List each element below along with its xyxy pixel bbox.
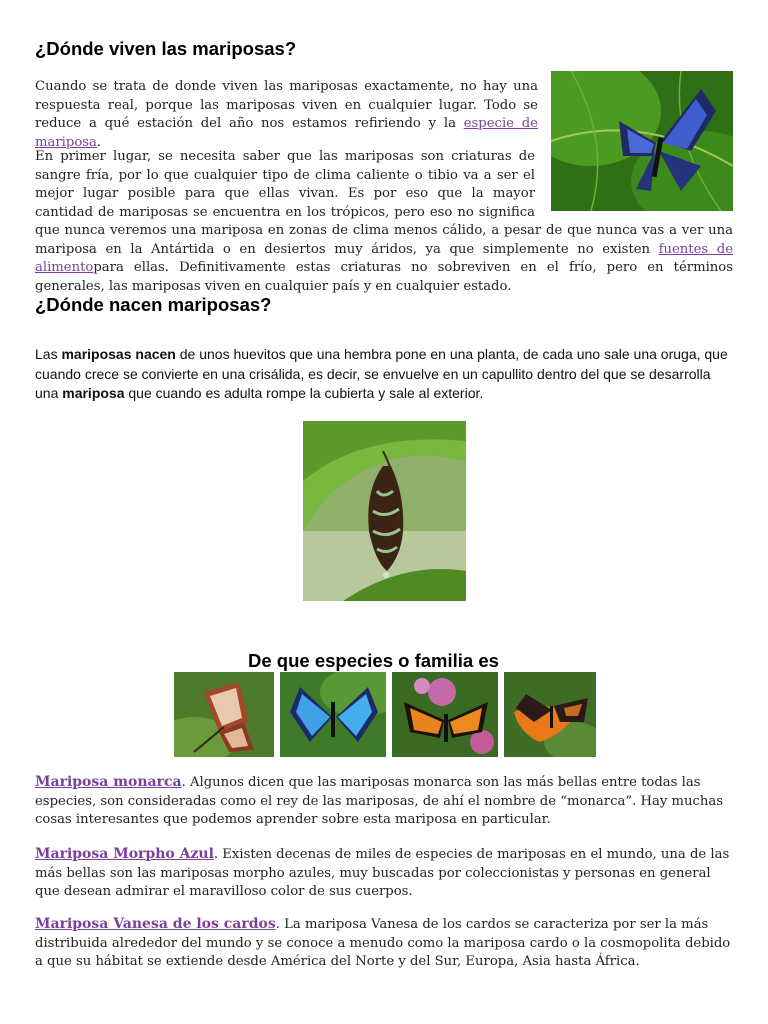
paragraph-seasons [35, 78, 538, 152]
link-food-sources[interactable]: fuentes de alimento [35, 241, 733, 275]
heading-where-born: ¿Dónde nacen mariposas? [35, 294, 272, 315]
birth-bold-1: mariposas nacen [61, 346, 176, 362]
species-monarca-text: . Algunos dicen que las mariposas monarca son las más bellas entre todas las especies, son consideradas como el rey de las mariposas, de ahí el nombre de “monarca”. Hay muchas cosas interesantes que podemos aprender sobre esta mariposa en particular. [35, 775, 723, 827]
paragraph-cold-blooded-text: En primer lugar, se necesita saber que las mariposas son criaturas de sangre fría, por lo que cualquier tipo de clima caliente o tibio va a ser el mejor lugar posible para que ellas vivan. Es por eso que la mayor cantidad de mariposas se encuentra en los trópicos, pero eso no significa que nunca veremos una mariposa en zonas de clima menos cálido, a pesar de que nunca vas a ver una mariposa en la Antártida o en desiertos muy áridos, ya que simplemente no existen [35, 149, 733, 257]
birth-text-3: que cuando es adulta rompe la cubierta y sale al exterior. [124, 385, 484, 401]
species-vanesa [35, 915, 735, 972]
heading-species: De que especies o familia es [248, 650, 499, 671]
link-morpho-azul[interactable]: Mariposa Morpho Azul [35, 846, 214, 862]
butterfly-photo-3 [392, 672, 498, 757]
paragraph-seasons-end: . [96, 134, 102, 150]
species-vanesa-text: . La mariposa Vanesa de los cardos se caracteriza por ser la más distribuida alrededor del mundo y se conoce a menudo como la mariposa cardo o la cosmopolita debido a que su hábitat se extiende desde América del Norte y del Sur, Europa, Asia hasta África. [35, 917, 731, 969]
chrysalis-photo [303, 421, 466, 601]
link-monarca[interactable]: Mariposa monarca [35, 774, 182, 790]
butterfly-photo-1 [174, 672, 274, 757]
species-monarca [35, 773, 735, 830]
paragraph-cold-blooded [35, 148, 733, 296]
butterfly-photo-4 [504, 672, 596, 757]
species-morpho [35, 845, 735, 902]
heading-where-live: ¿Dónde viven las mariposas? [35, 38, 297, 59]
birth-text-1: Las [35, 346, 62, 362]
paragraph-cold-blooded-end: para ellas. Definitivamente estas criaturas no sobreviven en el frío, pero en términos generales, las mariposas viven en cualquier país y en cualquier estado. [35, 260, 733, 294]
link-butterfly-species[interactable]: especie de mariposa [35, 116, 538, 150]
paragraph-birth [35, 345, 735, 404]
link-vanesa-cardos[interactable]: Mariposa Vanesa de los cardos [35, 916, 276, 932]
birth-bold-2: mariposa [62, 385, 125, 401]
species-morpho-text: . Existen decenas de miles de especies de mariposas en el mundo, una de las más bellas son las mariposas morpho azules, muy buscadas por coleccionistas y personas en general que desean admirar el maravilloso color de sus cuerpos. [35, 847, 730, 899]
butterfly-photo-2 [280, 672, 386, 757]
paragraph-seasons-text: Cuando se trata de donde viven las mariposas exactamente, no hay una respuesta real, porque las mariposas viven en cualquier lugar. Todo se reduce a qué estación del año nos estamos refiriendo y la [35, 79, 538, 131]
birth-text-2: de unos huevitos que una hembra pone en una planta, de cada uno sale una oruga, que cuando crece se convierte en una crisálida, es decir, se envuelve en un capullito dentro del que se desarrolla una [35, 346, 728, 401]
